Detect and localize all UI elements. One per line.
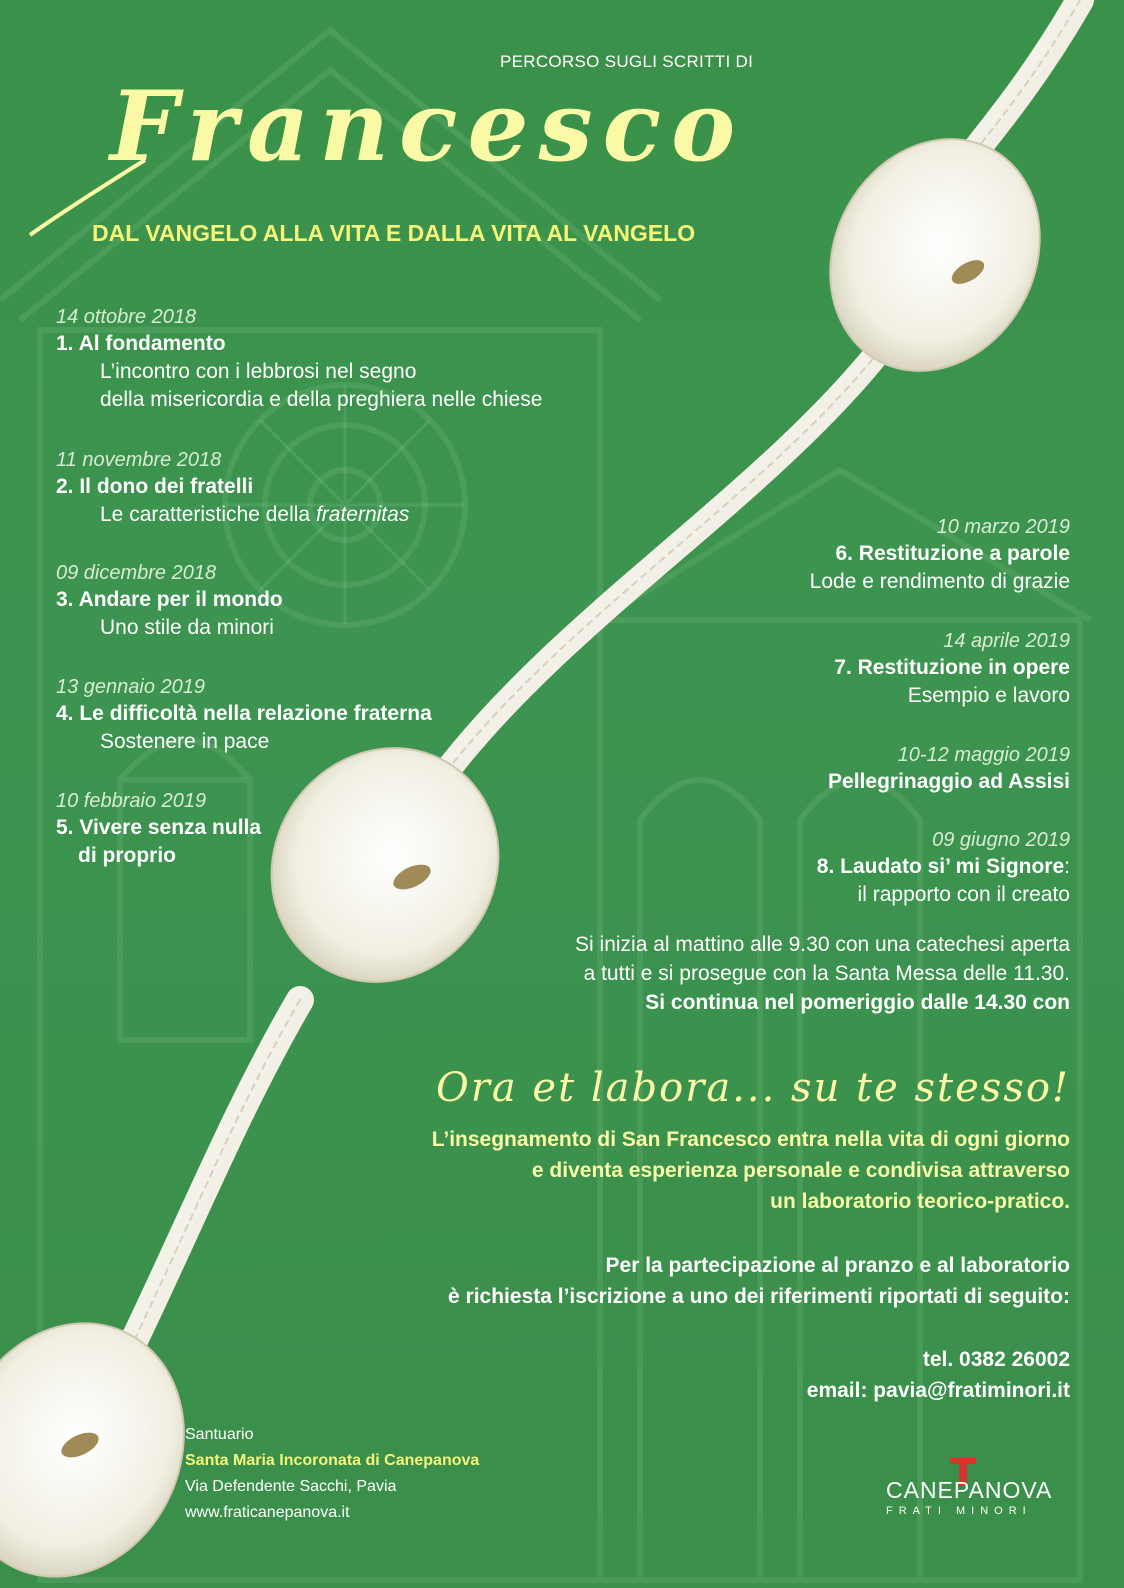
- registration-line: è richiesta l’iscrizione a uno dei riferimenti riportati di seguito:: [448, 1285, 1070, 1308]
- motto: Ora et labora... su te stesso!: [435, 1065, 1070, 1111]
- item-heading: 7. Restituzione in opere: [834, 656, 1070, 679]
- item-description-text: Le caratteristiche della: [100, 503, 316, 526]
- registration-info: [240, 1250, 1070, 1312]
- lab-line: L’insegnamento di San Francesco entra nella vita di ogni giorno: [431, 1128, 1070, 1151]
- item-date: 14 ottobre 2018: [56, 306, 197, 328]
- item-date: 13 gennaio 2019: [56, 676, 206, 698]
- item-heading: 5. Vivere senza nulla: [56, 816, 262, 839]
- item-date: 10 marzo 2019: [936, 516, 1070, 538]
- left-schedule: [56, 306, 542, 412]
- item-description: [100, 503, 409, 527]
- item-description: il rapporto con il creato: [857, 883, 1070, 906]
- kicker-text: PERCORSO SUGLI SCRITTI DI: [500, 52, 754, 71]
- item-heading: Pellegrinaggio ad Assisi: [828, 770, 1070, 793]
- list-item: [610, 829, 1070, 907]
- list-item: [56, 562, 283, 640]
- schedule-line: a tutti e si prosegue con la Santa Messa delle 11.30.: [583, 962, 1070, 985]
- item-date: 10-12 maggio 2019: [897, 744, 1070, 766]
- item-description: Esempio e lavoro: [907, 684, 1070, 707]
- list-item: [56, 449, 409, 527]
- canepanova-logo: [886, 1465, 1071, 1517]
- item-date: 11 novembre 2018: [56, 449, 222, 471]
- list-item: [56, 306, 542, 412]
- logo-subtitle: FRATI MINORI: [886, 1505, 1032, 1517]
- item-heading-row: [610, 855, 1070, 879]
- item-heading: 8. Laudato si’ mi Signore: [816, 855, 1065, 878]
- email-address[interactable]: email: pavia@fratiminori.it: [806, 1379, 1070, 1402]
- list-item: [56, 790, 261, 868]
- registration-line: Per la partecipazione al pranzo e al laboratorio: [605, 1254, 1070, 1277]
- item-description: Lode e rendimento di grazie: [809, 570, 1070, 593]
- item-date: 09 giugno 2019: [932, 829, 1070, 851]
- schedule-info: [430, 930, 1070, 1017]
- item-date: 09 dicembre 2018: [56, 562, 217, 584]
- item-description: Sostenere in pace: [100, 730, 270, 753]
- item-date: 10 febbraio 2019: [56, 790, 207, 812]
- item-description: Uno stile da minori: [100, 616, 274, 639]
- footer-label: Santuario: [185, 1426, 254, 1443]
- item-description: della misericordia e della preghiera nelle chiese: [100, 388, 543, 411]
- item-heading: 2. Il dono dei fratelli: [56, 475, 254, 498]
- footer-address: [185, 1422, 479, 1526]
- item-heading: 3. Andare per il mondo: [56, 588, 283, 611]
- contacts: [570, 1344, 1070, 1406]
- subtitle: DAL VANGELO ALLA VITA E DALLA VITA AL VANGELO: [92, 220, 696, 246]
- page-title: Francesco: [110, 70, 746, 183]
- item-heading: di proprio: [78, 844, 176, 867]
- street-address: Via Defendente Sacchi, Pavia: [185, 1478, 397, 1495]
- item-description-emphasis: fraternitas: [315, 503, 410, 526]
- item-date: 14 aprile 2019: [943, 630, 1070, 652]
- item-heading-suffix: :: [1064, 855, 1070, 878]
- item-heading: 6. Restituzione a parole: [835, 542, 1070, 565]
- list-item: [56, 676, 432, 754]
- logo-wordmark: CANEPANOVA: [886, 1477, 1053, 1503]
- schedule-line: Si inizia al mattino alle 9.30 con una catechesi aperta: [575, 933, 1070, 956]
- item-heading: 1. Al fondamento: [56, 332, 226, 355]
- phone-number[interactable]: tel. 0382 26002: [922, 1348, 1070, 1371]
- list-item: [610, 516, 1070, 594]
- website-link[interactable]: www.fraticanepanova.it: [185, 1504, 350, 1521]
- schedule-line-bold: Si continua nel pomeriggio dalle 14.30 con: [645, 991, 1070, 1014]
- item-description: L’incontro con i lebbrosi nel segno: [100, 360, 417, 383]
- list-item: [610, 630, 1070, 708]
- list-item: [610, 744, 1070, 794]
- lab-line: e diventa esperienza personale e condivisa attraverso: [531, 1159, 1070, 1182]
- lab-line: un laboratorio teorico-pratico.: [770, 1190, 1070, 1213]
- rope-knot-top: [790, 102, 1079, 408]
- lab-description: [240, 1124, 1070, 1217]
- item-heading: 4. Le difficoltà nella relazione fraterna: [56, 702, 432, 725]
- sanctuary-name: Santa Maria Incoronata di Canepanova: [185, 1452, 480, 1469]
